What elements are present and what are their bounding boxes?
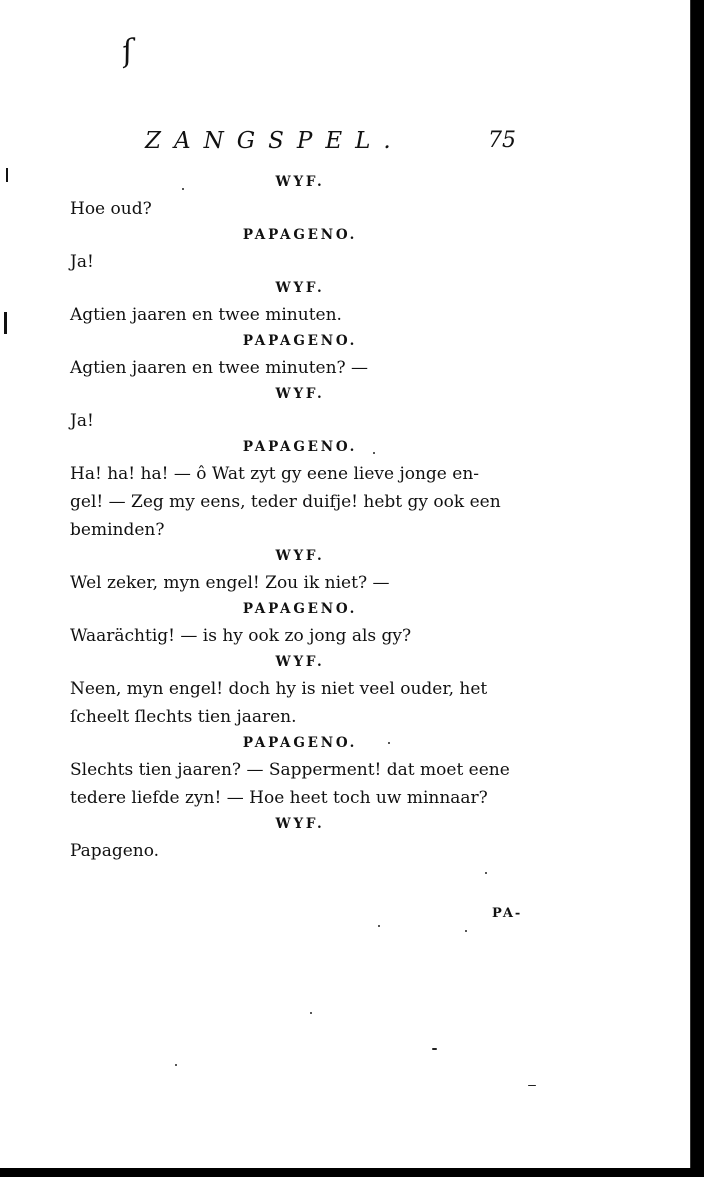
page-header (0, 128, 690, 164)
dialogue-line: Neen, myn engel! doch hy is niet veel ouder, het (70, 679, 488, 699)
speaker-label: PAPAGENO. (242, 601, 358, 617)
page-number: 75 (488, 128, 516, 153)
edge-mark (6, 168, 8, 182)
dialogue-line: Waarächtig! — is hy ook zo jong als gy? (70, 626, 412, 646)
dialogue-line: Ja! (70, 411, 94, 431)
speck (182, 188, 184, 190)
speck (432, 1048, 437, 1050)
dialogue-line: Wel zeker, myn engel! Zou ik niet? — (70, 573, 390, 593)
dialogue-line: Slechts tien jaaren? — Sapperment! dat moet eene (70, 760, 510, 780)
dialogue-line: Papageno. (70, 841, 160, 861)
speaker-label: WYF. (275, 174, 325, 190)
speaker-label: PAPAGENO. (242, 227, 358, 243)
speck (310, 1012, 312, 1014)
speck (175, 1064, 177, 1066)
edge-mark (4, 312, 7, 334)
dialogue-line: beminden? (70, 520, 165, 540)
speaker-label: WYF. (275, 654, 325, 670)
speaker-label: PAPAGENO. (242, 735, 358, 751)
speck (373, 452, 375, 454)
catchword: PA- (492, 906, 523, 921)
speaker-label: PAPAGENO. (242, 333, 358, 349)
dialogue-line: Ha! ha! ha! — ô Wat zyt gy eene lieve jonge en- (70, 464, 480, 484)
dialogue-line: Agtien jaaren en twee minuten. (70, 305, 342, 325)
speaker-label: WYF. (275, 816, 325, 832)
running-title: ZANGSPEL. (145, 128, 404, 154)
dialogue-line: tedere liefde zyn! — Hoe heet toch uw minnaar? (70, 788, 488, 808)
speck (528, 1085, 536, 1086)
speaker-label: WYF. (275, 386, 325, 402)
dialogue-body (70, 170, 530, 865)
ink-mark: ſ (119, 33, 137, 70)
speck (388, 742, 390, 744)
speck (485, 872, 487, 874)
dialogue-line: Hoe oud? (70, 199, 152, 219)
dialogue-line: Ja! (70, 252, 94, 272)
speaker-label: PAPAGENO. (242, 439, 358, 455)
speaker-label: WYF. (275, 548, 325, 564)
speck (465, 930, 467, 932)
speck (378, 925, 380, 927)
dialogue-line: ſcheelt ſlechts tien jaaren. (70, 707, 297, 727)
dialogue-line: Agtien jaaren en twee minuten? — (70, 358, 369, 378)
dialogue-line: gel! — Zeg my eens, teder duifje! hebt gy ook een (70, 492, 501, 512)
speaker-label: WYF. (275, 280, 325, 296)
